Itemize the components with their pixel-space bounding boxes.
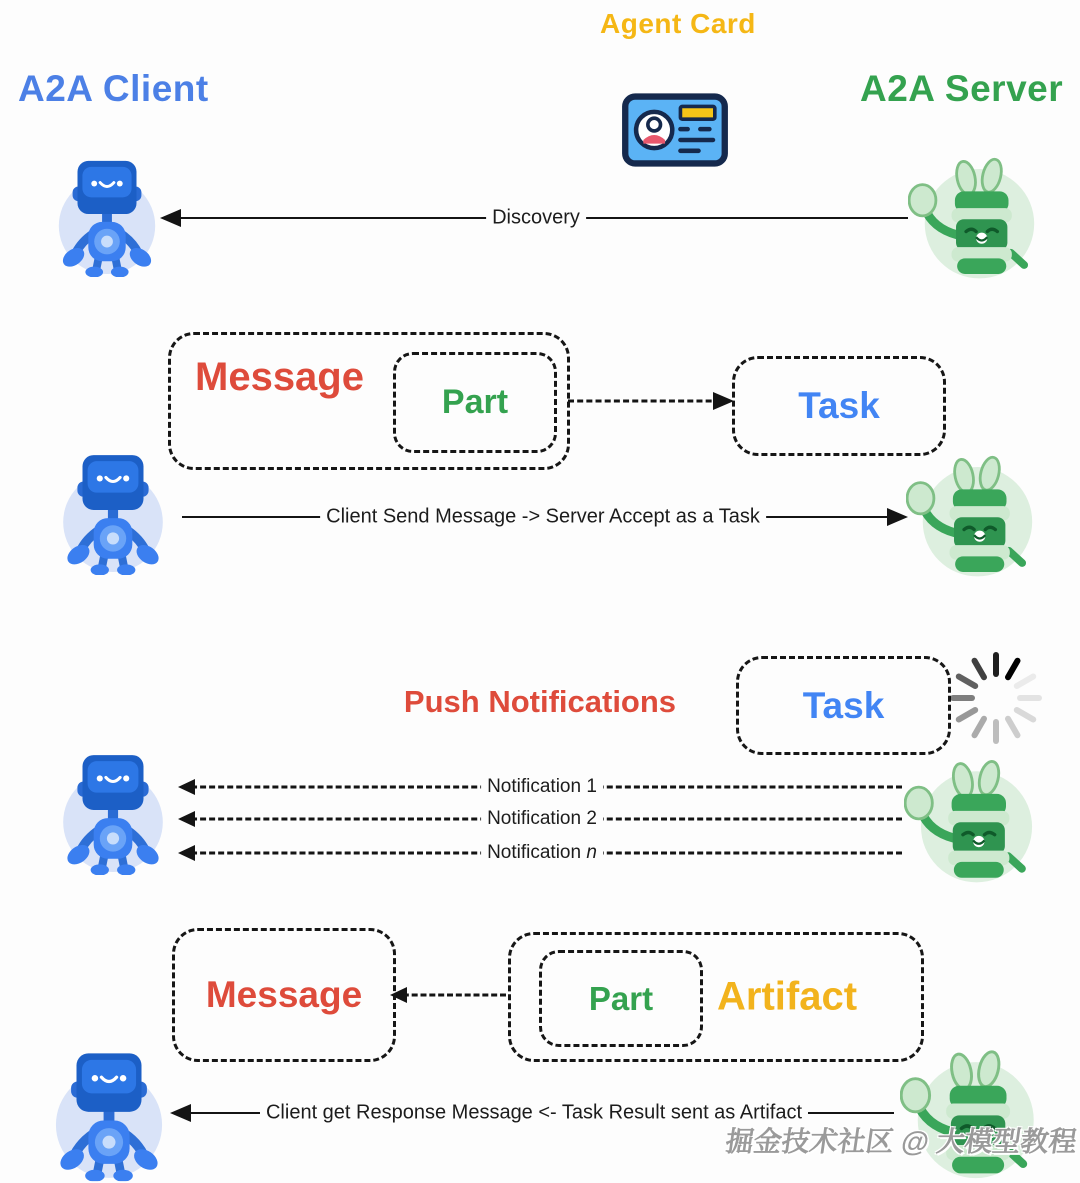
notification-arrow [178, 840, 906, 866]
response-arrow-label: Client get Response Message <- Task Result sent as Artifact [260, 1102, 808, 1125]
part-box [393, 352, 557, 453]
server-robot-avatar [906, 448, 1040, 582]
arrowhead-right-icon [713, 392, 734, 410]
notification-arrow [178, 806, 906, 832]
task-box [732, 356, 946, 456]
notification-label: Notification 1 [481, 776, 603, 798]
agent-card-title: Agent Card [600, 8, 756, 39]
client-robot-avatar [52, 748, 174, 876]
send-message-arrow-label: Client Send Message -> Server Accept as a Task [320, 506, 766, 529]
send-message-arrow [178, 504, 908, 530]
client-robot-avatar [44, 1046, 174, 1182]
agent-card-icon [620, 92, 730, 168]
part-box [539, 950, 703, 1047]
server-robot-avatar [908, 150, 1042, 284]
client-robot-avatar [52, 448, 174, 576]
message-box [168, 332, 570, 470]
message-box-label: Message [205, 974, 363, 1015]
watermark: 掘金技术社区 @ 大模型教程 [723, 1126, 1079, 1157]
artifact-to-message-arrow [390, 982, 510, 1008]
message-box-label: Message [195, 355, 364, 399]
server-robot-avatar [904, 752, 1040, 888]
part-box-label: Part [588, 979, 654, 1017]
discovery-arrow-label: Discovery [486, 207, 586, 230]
discovery-arrow [160, 205, 912, 231]
artifact-box-label: Artifact [717, 974, 858, 1019]
task-box [736, 656, 951, 755]
a2a-server-title: A2A Server [860, 68, 1064, 109]
notification-label: Notification 2 [481, 808, 603, 830]
artifact-box [508, 932, 924, 1062]
client-robot-avatar [48, 154, 166, 278]
arrowhead-right-icon [887, 508, 908, 526]
push-notifications-title: Push Notifications [403, 684, 677, 719]
message-box [172, 928, 396, 1062]
a2a-client-title: A2A Client [18, 68, 209, 109]
notification-label: Notification n [481, 842, 603, 864]
part-box-label: Part [441, 383, 509, 421]
server-robot-avatar [900, 1042, 1042, 1183]
task-box-label: Task [798, 385, 880, 426]
message-to-task-arrow [564, 388, 734, 414]
notification-arrow [178, 774, 906, 800]
task-box-label: Task [802, 684, 885, 726]
loading-spinner-icon [946, 648, 1046, 748]
